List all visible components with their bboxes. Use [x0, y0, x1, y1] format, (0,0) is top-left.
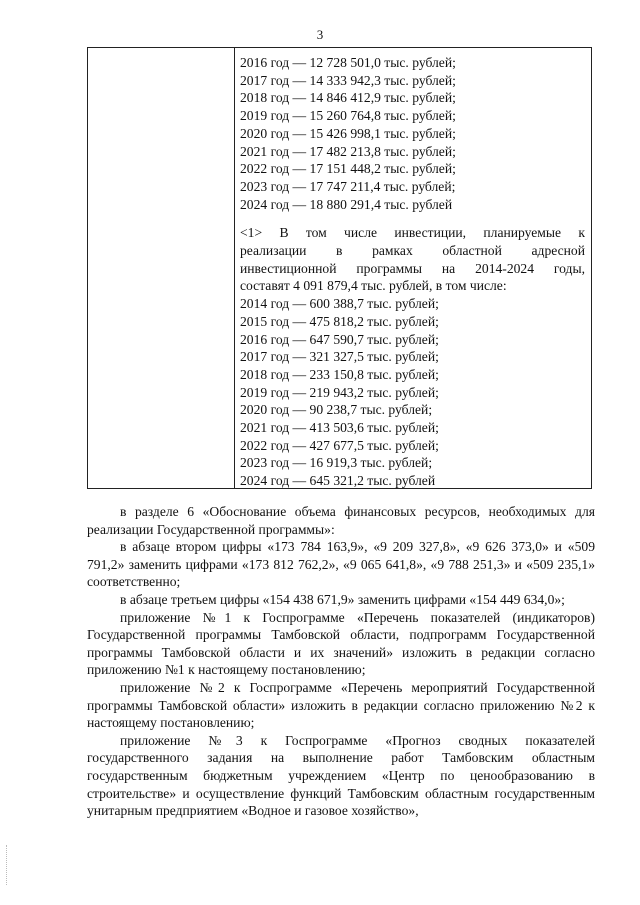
investment-line-2019: 2019 год — 219 943,2 тыс. рублей; [240, 384, 439, 400]
paragraph-appendix-3: приложение №3 к Госпрограмме «Прогноз сводных показателей государственного задания на выполнение работ Тамбовским областным государственным бюджетным учреждением «Центр по ценообразованию в строительстве» и осуществление функций Тамбовским областным государственным унитарным предприятием «Водное и газовое хозяйство», [87, 732, 595, 819]
paragraph-third-abzac: в абзаце третьем цифры «154 438 671,9» заменить цифрами «154 449 634,0»; [120, 591, 565, 607]
footnote-line-2: реализации в рамках областной адресной [240, 243, 585, 259]
investment-line-2023: 2023 год — 16 919,3 тыс. рублей; [240, 455, 433, 471]
funding-line-2021: 2021 год — 17 482 213,8 тыс. рублей; [240, 143, 456, 159]
funding-line-2016: 2016 год — 12 728 501,0 тыс. рублей; [240, 55, 456, 70]
funding-line-2024: 2024 год — 18 880 291,4 тыс. рублей [240, 196, 453, 212]
investment-line-2017: 2017 год — 321 327,5 тыс. рублей; [240, 349, 439, 365]
funding-line-2018: 2018 год — 14 846 412,9 тыс. рублей; [240, 90, 456, 106]
funding-line-2017: 2017 год — 14 333 942,3 тыс. рублей; [240, 72, 456, 88]
investment-line-2018: 2018 год — 233 150,8 тыс. рублей; [240, 366, 439, 382]
investment-line-2015: 2015 год — 475 818,2 тыс. рублей; [240, 313, 439, 329]
paragraph-second-abzac: в абзаце втором цифры «173 784 163,9», «9 209 327,8», «9 626 373,0» и «509 791,2» заменить цифрами «173 812 762,2», «9 065 641,8», «9 788 251,3» и «509 235,1» соответственно; [87, 539, 595, 590]
investment-line-2022: 2022 год — 427 677,5 тыс. рублей; [240, 437, 439, 453]
scan-margin-mark [6, 845, 9, 885]
footnote-line-4: составят 4 091 879,4 тыс. рублей, в том числе: [240, 278, 507, 294]
funding-line-2020: 2020 год — 15 426 998,1 тыс. рублей; [240, 125, 456, 141]
funding-line-2019: 2019 год — 15 260 764,8 тыс. рублей; [240, 108, 456, 124]
funding-table [87, 47, 592, 489]
table-column-divider [234, 48, 235, 488]
investment-line-2016: 2016 год — 647 590,7 тыс. рублей; [240, 331, 439, 347]
investment-line-2024: 2024 год — 645 321,2 тыс. рублей [240, 473, 436, 489]
funding-table-content [240, 54, 585, 490]
investment-line-2020: 2020 год — 90 238,7 тыс. рублей; [240, 402, 433, 418]
investment-line-2021: 2021 год — 413 503,6 тыс. рублей; [240, 420, 439, 436]
investment-line-2014: 2014 год — 600 388,7 тыс. рублей; [240, 296, 439, 312]
paragraph-appendix-2: приложение №2 к Госпрограмме «Перечень мероприятий Государственной программы Тамбовской области» изложить в редакции согласно приложению №2 к настоящему постановлению; [87, 679, 595, 731]
page-number: 3 [316, 27, 324, 42]
paragraph-appendix-1: приложение №1 к Госпрограмме «Перечень показателей (индикаторов) Государственной программы Тамбовской области, подпрограмм Государственной программы Тамбовской области и их значений» изложить в редакции согласно приложению №1 к настоящему постановлению; [87, 609, 595, 678]
paragraph-section-6: в разделе 6 «Обоснование объема финансовых ресурсов, необходимых для реализации Государственной программы»: [87, 504, 595, 537]
footnote-line-1: <1> В том числе инвестиции, планируемые к [240, 225, 585, 241]
document-body [87, 503, 595, 820]
footnote-line-3: инвестиционной программы на 2014-2024 годы, [240, 260, 585, 276]
funding-line-2022: 2022 год — 17 151 448,2 тыс. рублей; [240, 161, 456, 177]
funding-line-2023: 2023 год — 17 747 211,4 тыс. рублей; [240, 178, 456, 194]
